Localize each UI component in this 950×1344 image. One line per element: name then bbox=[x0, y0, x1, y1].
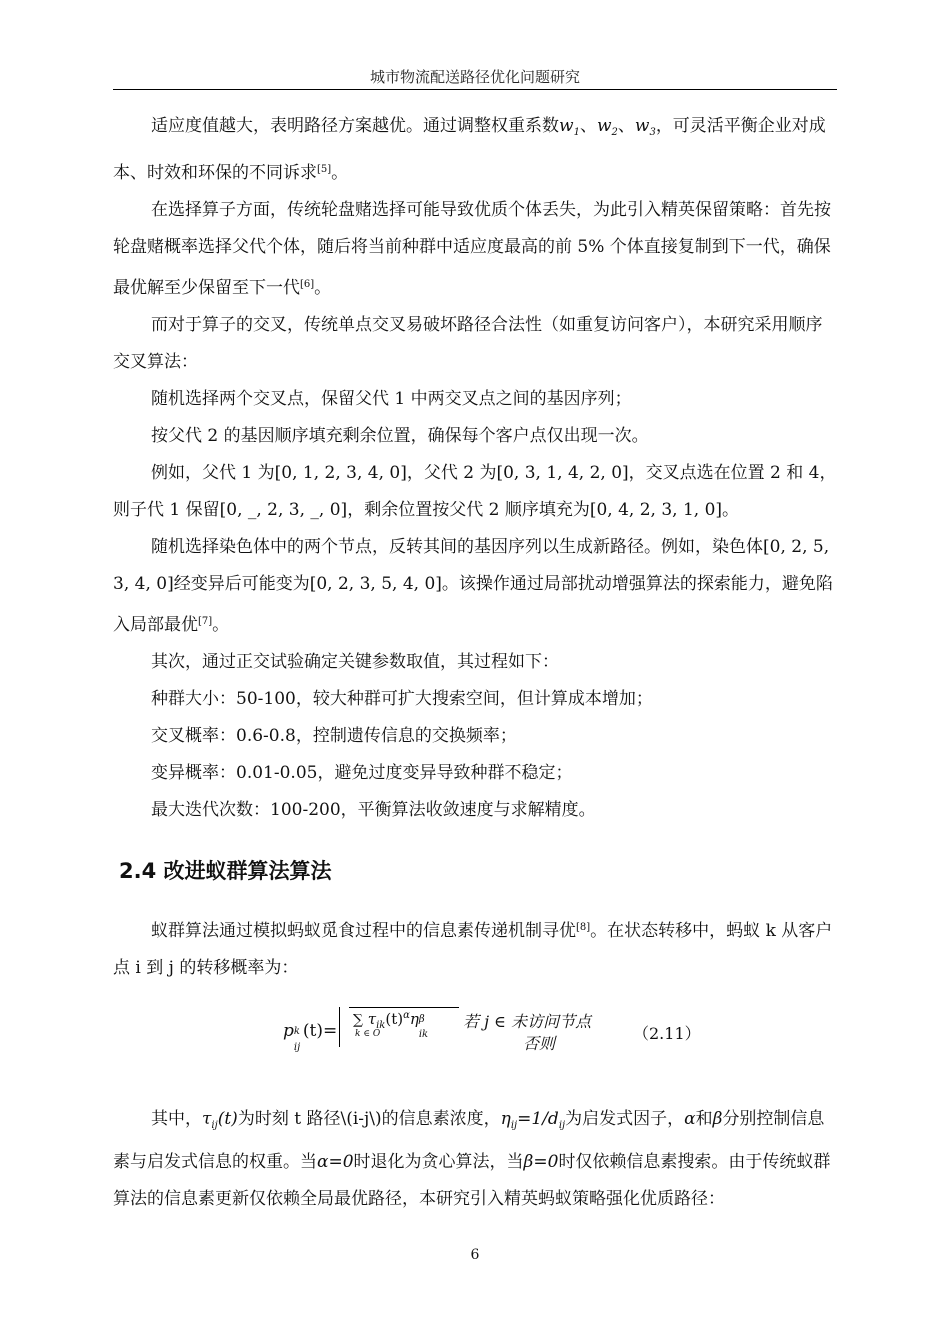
param-crossover-rate: 交叉概率：0.6-0.8，控制遗传信息的交换频率； bbox=[151, 726, 517, 746]
paragraph-text: 和 bbox=[695, 1109, 713, 1129]
separator: 、 bbox=[579, 116, 597, 136]
equation-condition-2: 否则 bbox=[523, 1034, 556, 1053]
citation-8: [8] bbox=[576, 922, 591, 933]
math-var-w2: w bbox=[596, 116, 612, 136]
citation-7: [7] bbox=[198, 616, 213, 627]
equation-brace bbox=[339, 1007, 346, 1047]
math-beta: β bbox=[712, 1109, 723, 1129]
paragraph-text: 适应度值越大，表明路径方案越优。通过调整权重系数 bbox=[151, 116, 559, 136]
math-sub-1: 1 bbox=[573, 127, 580, 138]
math-tau: τ bbox=[367, 1010, 377, 1028]
math-eta: η bbox=[500, 1109, 511, 1129]
sum-index: k ∈ O bbox=[355, 1029, 381, 1039]
paragraph-example: 例如，父代 1 为[0, 1, 2, 3, 4, 0]，父代 2 为[0, 3, 1, 4, 2, 0]，交叉点选在位置 2 和 4，则子代 1 保留[0, _, 2, 3, _, 0]，剩余位置按父代 2 顺序填充为[0, 4, 2, 3, 1, 0]。 bbox=[113, 463, 837, 520]
math-tau: τ bbox=[202, 1109, 212, 1129]
paragraph-crossover: 而对于算子的交叉，传统单点交叉易破坏路径合法性（如重复访问客户），本研究采用顺序交叉算法： bbox=[113, 315, 823, 372]
paragraph-text: 分别控制信息素与启发式信息的权重。当 bbox=[113, 1109, 825, 1172]
math-sup-k: k bbox=[293, 1026, 300, 1037]
paragraph-text: 为启发式因子， bbox=[565, 1109, 685, 1129]
equation-lhs bbox=[283, 1021, 338, 1053]
math-sub-ij: ij bbox=[293, 1042, 301, 1053]
math-expression: =1/d bbox=[517, 1109, 559, 1129]
paragraph-text: 。在状态转移中，蚂蚁 k 从客户点 i 到 j 的转移概率为： bbox=[113, 921, 833, 978]
param-mutation-rate: 变异概率：0.01-0.05，避免过度变异导致种群不稳定； bbox=[151, 763, 573, 783]
document-body bbox=[113, 108, 837, 1218]
paragraph-text: 时退化为贪心算法，当 bbox=[353, 1152, 524, 1172]
math-sub-ij: ij bbox=[558, 1120, 566, 1131]
paragraph-text: 在选择算子方面，传统轮盘赌选择可能导致优质个体丢失，为此引入精英保留策略：首先按轮盘赌概率选择父代个体，随后将当前种群中适应度最高的前 5% 个体直接复制到下一代，确保最优解至少保留至下一代 bbox=[113, 200, 831, 298]
fraction-line bbox=[349, 1007, 459, 1008]
equation-number: （2.11） bbox=[633, 1024, 701, 1043]
paragraph-text: 随机选择染色体中的两个节点，反转其间的基因序列以生成新路径。例如，染色体[0, 2, 5, 3, 4, 0]经变异后可能变为[0, 2, 3, 5, 4, 0]。该操作通过局部扰动增强算法的探索能力，避免陷入局部最优 bbox=[113, 537, 833, 635]
paragraph-step-1: 随机选择两个交叉点，保留父代 1 中两交叉点之间的基因序列； bbox=[151, 389, 632, 409]
equation-fraction bbox=[349, 1001, 459, 1039]
equation-2-11 bbox=[113, 999, 837, 1079]
citation-5: [5] bbox=[317, 164, 332, 175]
math-sub-ij: ij bbox=[211, 1120, 218, 1131]
param-population: 种群大小：50-100，较大种群可扩大搜索空间，但计算成本增加； bbox=[151, 689, 653, 709]
math-arg: (t) bbox=[217, 1109, 238, 1129]
header-rule bbox=[113, 89, 837, 90]
math-var-w1: w bbox=[559, 116, 574, 136]
math-sub-ij: ij bbox=[510, 1120, 518, 1131]
math-sub-3: 3 bbox=[649, 127, 656, 138]
paragraph-text: ，可灵活平衡企业对成本、时效和环保的不同诉求 bbox=[113, 116, 826, 183]
punctuation: 。 bbox=[331, 163, 349, 183]
paragraph-text: 蚁群算法通过模拟蚂蚁觅食过程中的信息素传递机制寻优 bbox=[151, 921, 576, 941]
equation-condition-1: 若 j ∈ 未访问节点 bbox=[463, 1012, 592, 1031]
math-sub-2: 2 bbox=[611, 127, 618, 138]
paragraph-selection bbox=[113, 192, 837, 307]
punctuation: 。 bbox=[314, 278, 332, 298]
paragraph-aco-intro bbox=[113, 909, 837, 987]
math-sub-ik: ik bbox=[418, 1029, 429, 1040]
citation-6: [6] bbox=[300, 279, 315, 290]
math-var-w3: w bbox=[634, 116, 650, 136]
math-var-p: p bbox=[283, 1021, 294, 1041]
paragraph-orthogonal: 其次，通过正交试验确定关键参数取值，其过程如下： bbox=[151, 652, 559, 672]
math-sub-ik: ik bbox=[376, 1020, 386, 1031]
math-arg: (t) bbox=[385, 1010, 404, 1028]
paragraph-step-2: 按父代 2 的基因顺序填充剩余位置，确保每个客户点仅出现一次。 bbox=[151, 426, 649, 446]
math-sup-alpha: α bbox=[403, 1010, 410, 1021]
math-eta: η bbox=[409, 1010, 419, 1028]
punctuation: 。 bbox=[212, 615, 230, 635]
math-beta-zero: β=0 bbox=[523, 1152, 559, 1172]
math-sup-beta: β bbox=[418, 1014, 425, 1025]
math-arg: (t)= bbox=[302, 1021, 338, 1041]
page-number: 6 bbox=[470, 1247, 480, 1263]
math-sum: ∑ bbox=[353, 1012, 363, 1028]
paragraph-text: 为时刻 t 路径\(i-j\)的信息素浓度， bbox=[237, 1109, 501, 1129]
paragraph-aco-definitions bbox=[113, 1101, 837, 1218]
separator: 、 bbox=[617, 116, 635, 136]
paragraph-fitness bbox=[113, 108, 837, 192]
paragraph-mutation bbox=[113, 529, 837, 644]
paragraph-text: 其中， bbox=[151, 1109, 202, 1129]
paragraph-text: 时仅依赖信息素搜索。由于传统蚁群算法的信息素更新仅依赖全局最优路径，本研究引入精英蚂蚁策略强化优质路径： bbox=[113, 1152, 831, 1209]
param-max-iterations: 最大迭代次数：100-200，平衡算法收敛速度与求解精度。 bbox=[151, 800, 596, 820]
math-alpha-zero: α=0 bbox=[317, 1152, 354, 1172]
section-heading: 2.4 改进蚁群算法算法 bbox=[119, 859, 332, 883]
math-alpha: α bbox=[684, 1109, 696, 1129]
running-header: 城市物流配送路径优化问题研究 bbox=[369, 68, 580, 86]
